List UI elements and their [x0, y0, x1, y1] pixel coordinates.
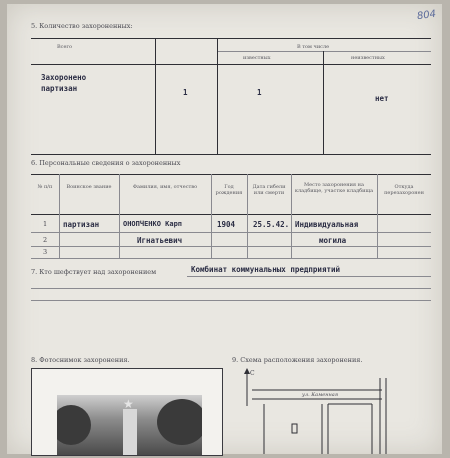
photo-tree-right: [157, 399, 202, 445]
section6-row3-rule: [31, 258, 431, 259]
section7-extra-line-1: [31, 288, 431, 289]
section5-col-divider-2: [217, 38, 218, 154]
section5-bottom-rule: [31, 154, 431, 155]
section5-known-value: 1: [257, 88, 262, 97]
section5-header-unknown: неизвестных: [351, 55, 385, 61]
star-icon: ★: [123, 397, 134, 411]
row1-birth-year: 1904: [217, 220, 236, 229]
section5-header-rule: [31, 64, 431, 65]
section7-underline: [187, 276, 431, 277]
section6-header-place: Место захоронения на кладбище, участке кладбища: [294, 182, 374, 194]
row1-burial-place-line2: могила: [319, 236, 347, 245]
section5-header-including: В том числе: [297, 44, 330, 50]
section6-header-num: № п/п: [37, 184, 53, 190]
section8-title: 8. Фотоснимок захоронения.: [31, 356, 130, 364]
section6-row-number-2: 2: [43, 236, 48, 244]
corner-handwritten-note: 804: [416, 8, 437, 23]
section6-col-divider-5: [291, 174, 292, 258]
document-sheet: [7, 4, 442, 454]
row1-surname: ОНОПЧЕНКО Карп: [123, 220, 183, 228]
section6-header-rank: Воинское звание: [66, 184, 112, 190]
section5-header-total: Всего: [57, 44, 73, 50]
section6-col-divider-4: [247, 174, 248, 258]
section5-col-divider-3: [323, 51, 324, 154]
section5-subheader-rule: [217, 51, 431, 52]
section6-col-divider-2: [119, 174, 120, 258]
section5-title: 5. Количество захороненных:: [31, 22, 133, 30]
section7-value: Комбинат коммунальных предприятий: [191, 265, 341, 274]
scheme-street-label: ул. Каменная: [302, 392, 339, 398]
section6-row-number-3: 3: [43, 248, 48, 256]
burial-location-scheme: [232, 368, 412, 454]
photo-tree-left: [57, 405, 91, 445]
section5-unknown-value: нет: [375, 94, 389, 103]
section6-header-name: Фамилия, имя, отчество: [132, 184, 198, 190]
section6-header-rule: [31, 214, 431, 215]
section6-header-born: Год рождения: [215, 184, 243, 196]
section6-header-died: Дата гибели или смерти: [252, 184, 286, 196]
section7-label: 7. Кто шефствует над захоронением: [31, 268, 157, 276]
section6-top-rule: [31, 174, 431, 175]
row1-rank: партизан: [63, 220, 100, 229]
section6-title: 6. Персональные сведения о захороненных: [31, 159, 181, 167]
section6-header-origin: Откуда перезахоронен: [384, 184, 424, 196]
burial-photo-frame: [31, 368, 223, 456]
section6-col-divider-3: [211, 174, 212, 258]
section9-title: 9. Схема расположения захоронения.: [232, 356, 363, 364]
section5-row-label: Захоронено партизан: [41, 73, 87, 93]
section5-top-rule: [31, 38, 431, 39]
section6-row2-rule: [31, 246, 431, 247]
section5-header-known: известных: [243, 55, 271, 61]
burial-photo: [57, 395, 202, 455]
section6-row-number-1: 1: [43, 220, 48, 228]
section6-row1-rule: [31, 232, 431, 233]
section6-col-divider-6: [377, 174, 378, 258]
row1-burial-place-line1: Индивидуальная: [295, 220, 359, 229]
section6-col-divider-1: [59, 174, 60, 258]
section5-total-value: 1: [183, 88, 188, 97]
section7-extra-line-2: [31, 300, 431, 301]
row1-patronymic: Игнатьевич: [137, 236, 183, 245]
row1-death-date: 25.5.42.: [253, 220, 290, 229]
section5-col-divider-1: [155, 38, 156, 154]
photo-monument: [123, 409, 137, 455]
scheme-compass-label: С: [250, 370, 255, 377]
